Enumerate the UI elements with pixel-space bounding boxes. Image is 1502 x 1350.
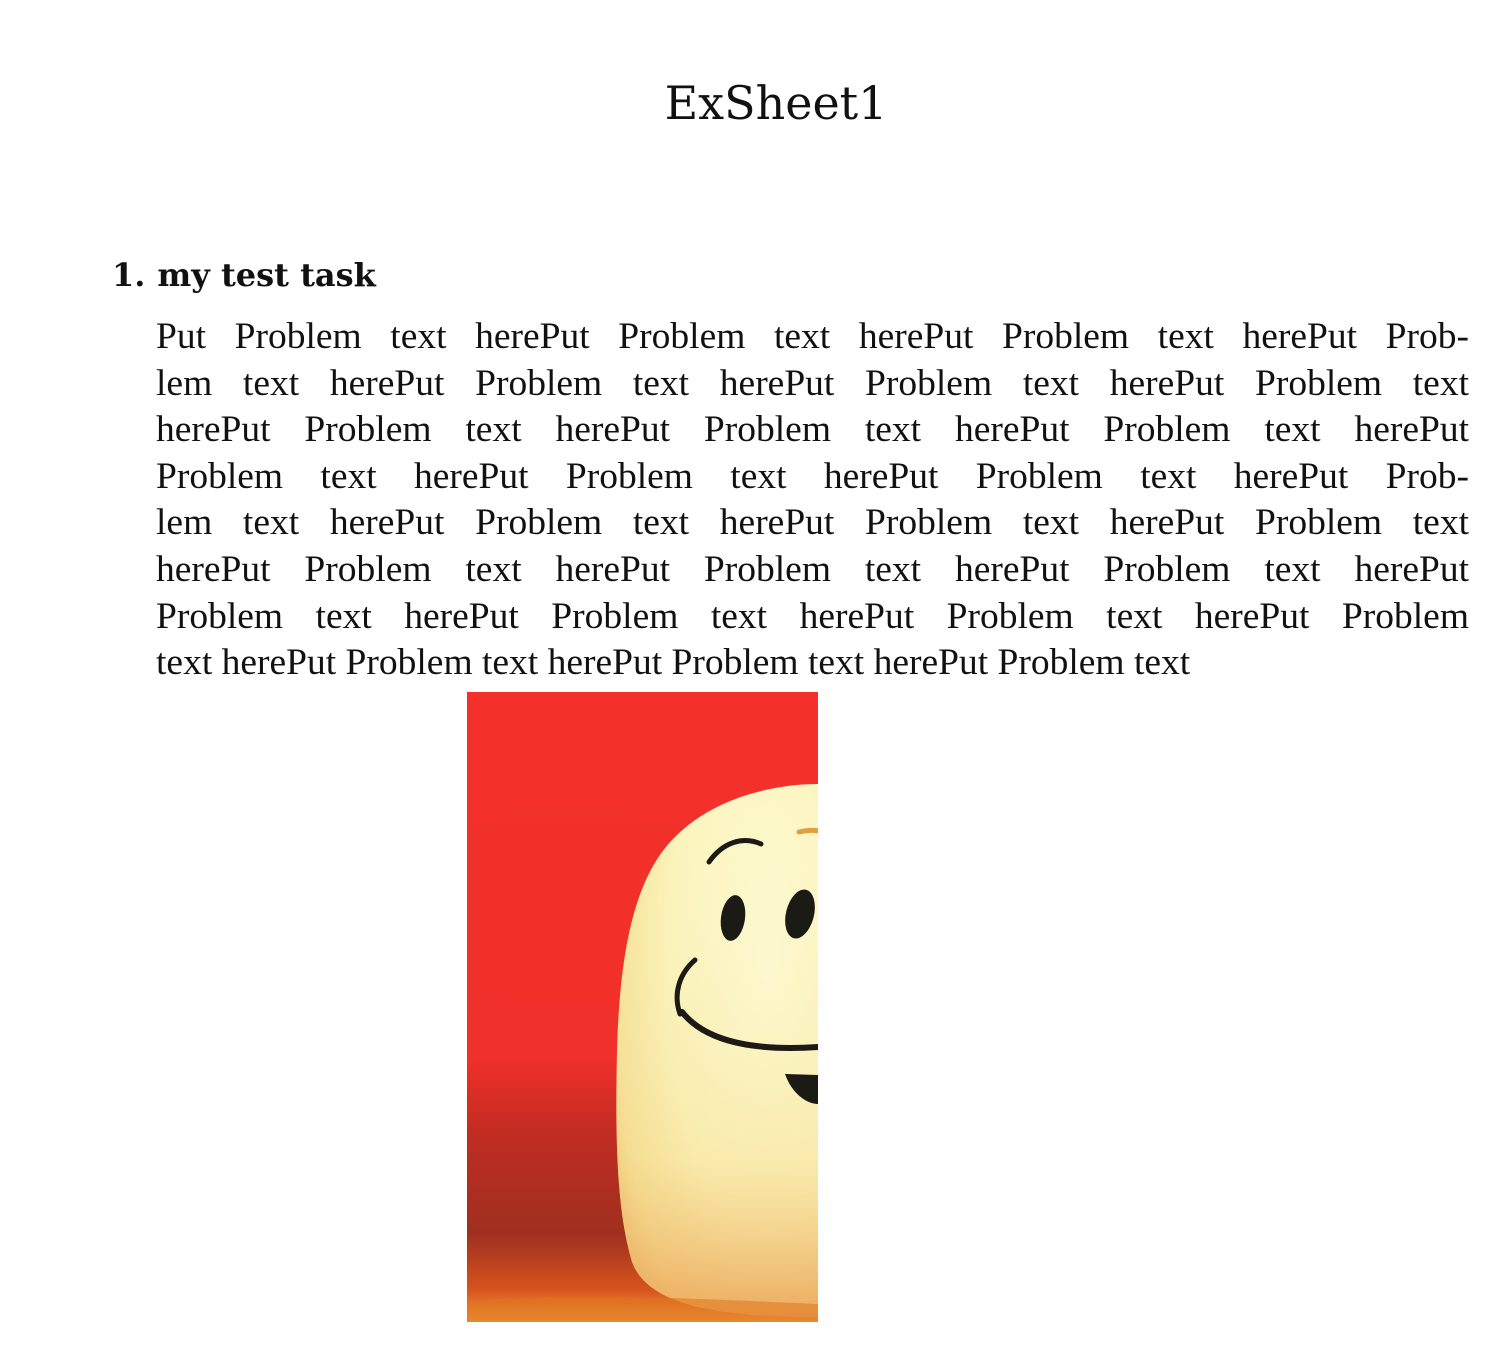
problem-title: my test task (157, 256, 376, 294)
page-title: ExSheet1 (664, 76, 888, 130)
problem-text-line: lem text herePut Problem text herePut Problem text herePut Problem text (156, 502, 1469, 544)
problem-text-line: lem text herePut Problem text herePut Problem text herePut Problem text (156, 362, 1469, 404)
problem-text-line: text herePut Problem text herePut Problem text herePut Problem text (156, 642, 1191, 684)
problem-body (156, 314, 1469, 687)
problem-number: 1. (112, 256, 146, 294)
smiley-figure-image (467, 692, 818, 1322)
problem-text-line: herePut Problem text herePut Problem text herePut Problem text herePut (156, 548, 1469, 590)
problem-text-line: Put Problem text herePut Problem text herePut Problem text herePut Prob- (156, 316, 1469, 357)
problem-text-line: herePut Problem text herePut Problem text herePut Problem text herePut (156, 409, 1469, 451)
problem-heading (112, 256, 376, 294)
problem-text-line: Problem text herePut Problem text herePut Problem text herePut Prob- (156, 455, 1469, 497)
smiley-face-illustration (467, 692, 818, 1322)
problem-text-line: Problem text herePut Problem text herePut Problem text herePut Problem (156, 595, 1469, 637)
